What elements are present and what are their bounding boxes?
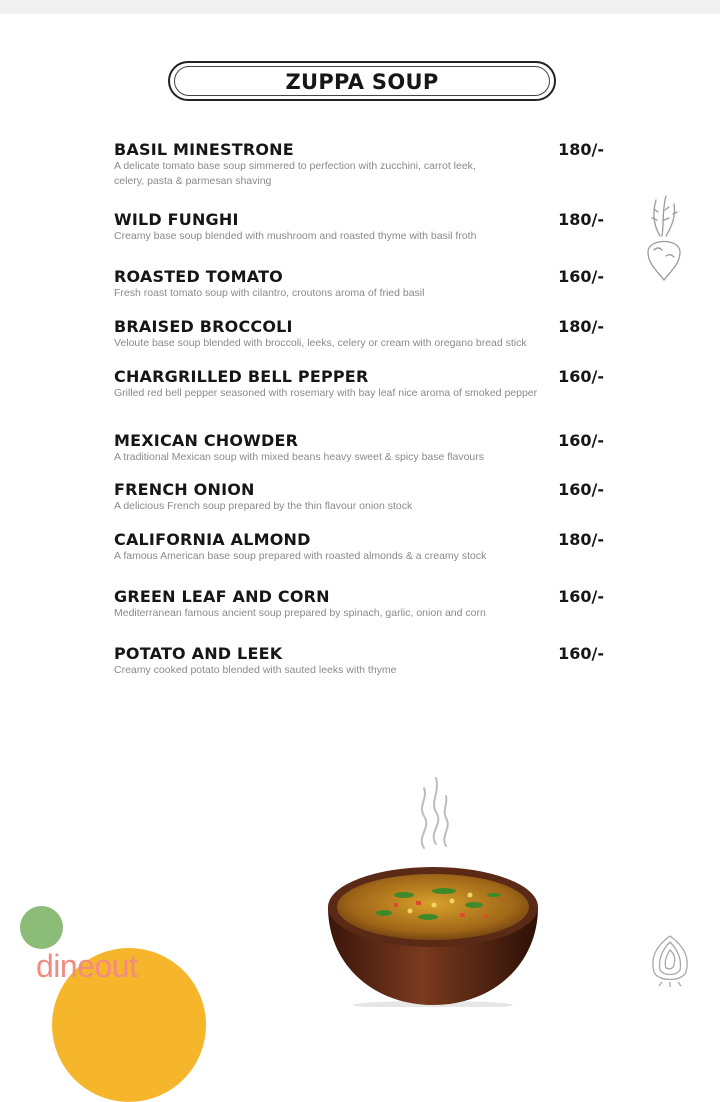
item-price: 160/- bbox=[558, 367, 604, 386]
item-price: 180/- bbox=[558, 140, 604, 159]
menu-item bbox=[114, 367, 604, 401]
item-price: 160/- bbox=[558, 587, 604, 606]
menu-item bbox=[114, 587, 604, 621]
item-price: 160/- bbox=[558, 644, 604, 663]
menu-title-box bbox=[168, 61, 556, 101]
item-description: Veloute base soup blended with broccoli, leeks, celery or cream with oregano bread stick bbox=[114, 337, 527, 349]
menu-item bbox=[114, 267, 604, 301]
dineout-watermark: dineout bbox=[36, 948, 138, 984]
item-description: Creamy base soup blended with mushroom and roasted thyme with basil froth bbox=[114, 230, 477, 242]
item-description: A delicious French soup prepared by the thin flavour onion stock bbox=[114, 500, 413, 512]
item-name: BASIL MINESTRONE bbox=[114, 140, 294, 159]
menu-title: ZUPPA SOUP bbox=[285, 70, 439, 94]
steam-icon bbox=[412, 770, 458, 850]
item-description: Fresh roast tomato soup with cilantro, croutons aroma of fried basil bbox=[114, 287, 425, 299]
menu-item bbox=[114, 210, 604, 244]
item-description: Mediterranean famous ancient soup prepared by spinach, garlic, onion and corn bbox=[114, 607, 486, 619]
item-name: FRENCH ONION bbox=[114, 480, 255, 499]
menu-item bbox=[114, 480, 604, 514]
item-price: 160/- bbox=[558, 480, 604, 499]
item-description: A famous American base soup prepared with roasted almonds & a creamy stock bbox=[114, 550, 487, 562]
item-price: 180/- bbox=[558, 530, 604, 549]
onion-icon bbox=[646, 932, 694, 988]
menu-item bbox=[114, 317, 604, 351]
item-description: A delicate tomato base soup simmered to perfection with zucchini, carrot leek, celery, pasta & parmesan shaving bbox=[114, 160, 476, 187]
item-name: BRAISED BROCCOLI bbox=[114, 317, 293, 336]
item-name: ROASTED TOMATO bbox=[114, 267, 283, 286]
menu-item bbox=[114, 644, 604, 678]
item-name: POTATO AND LEEK bbox=[114, 644, 283, 663]
item-name: GREEN LEAF AND CORN bbox=[114, 587, 330, 606]
menu-item bbox=[114, 431, 604, 465]
item-description: A traditional Mexican soup with mixed beans heavy sweet & spicy base flavours bbox=[114, 451, 485, 463]
item-description: Creamy cooked potato blended with sauted leeks with thyme bbox=[114, 664, 397, 676]
item-price: 180/- bbox=[558, 210, 604, 229]
item-name: CHARGRILLED BELL PEPPER bbox=[114, 367, 369, 386]
item-name: CALIFORNIA ALMOND bbox=[114, 530, 311, 549]
soup-bowl-image bbox=[324, 855, 542, 1007]
item-price: 160/- bbox=[558, 267, 604, 286]
item-name: MEXICAN CHOWDER bbox=[114, 431, 299, 450]
item-price: 160/- bbox=[558, 431, 604, 450]
menu-item bbox=[114, 140, 604, 189]
item-price: 180/- bbox=[558, 317, 604, 336]
menu-item bbox=[114, 530, 604, 564]
top-bar bbox=[0, 0, 720, 14]
item-description: Grilled red bell pepper seasoned with rosemary with bay leaf nice aroma of smoked pepper bbox=[114, 387, 538, 399]
radish-icon bbox=[640, 192, 688, 284]
item-name: WILD FUNGHI bbox=[114, 210, 239, 229]
green-circle-decoration bbox=[20, 906, 63, 949]
